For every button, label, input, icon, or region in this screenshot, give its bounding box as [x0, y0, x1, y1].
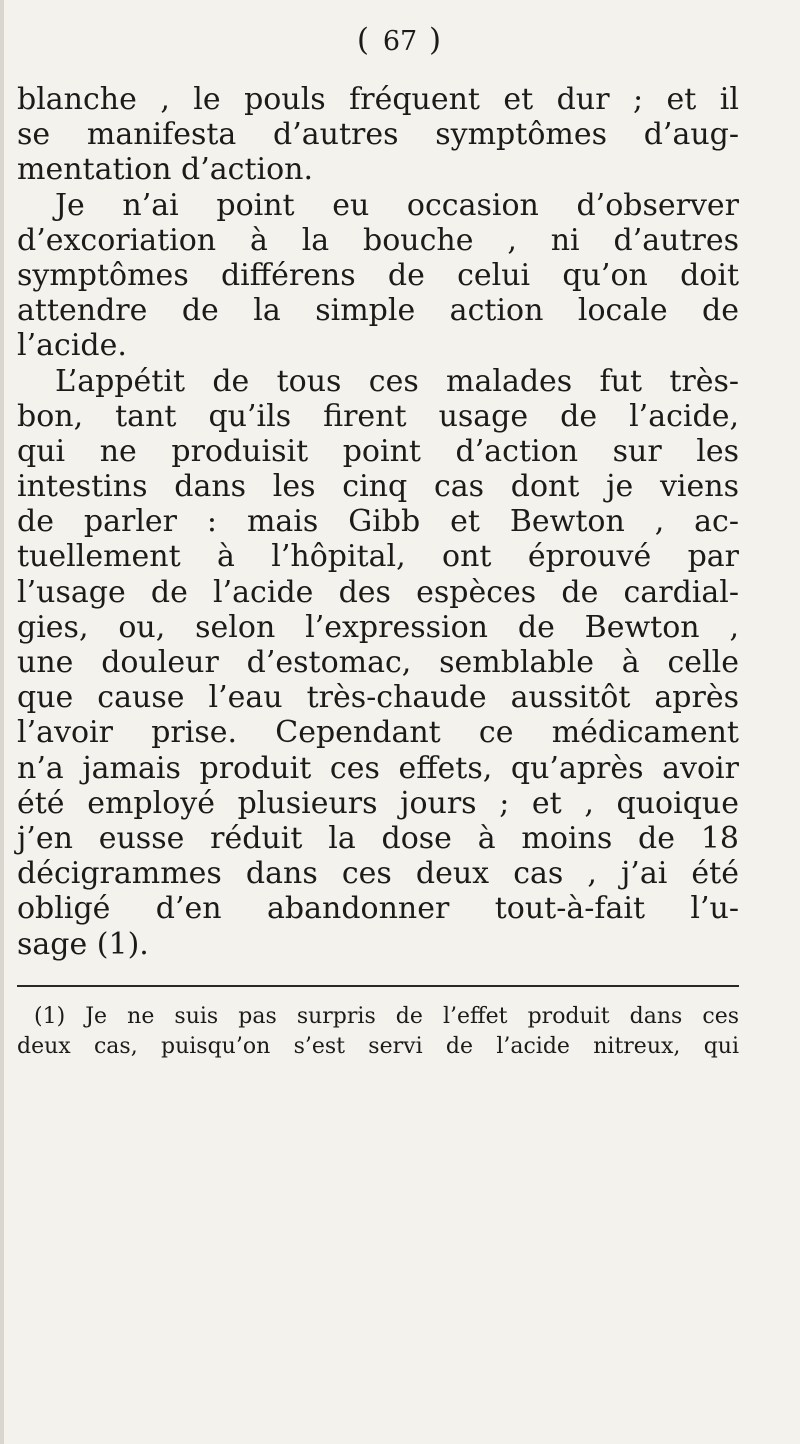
text-line: tuellement à l’hôpital, ont éprouvé par — [17, 539, 739, 575]
text-line: attendre de la simple action locale de — [17, 293, 739, 329]
folio-close-paren: ) — [429, 22, 444, 58]
footnote-line: deux cas, puisqu’on s’est servi de l’acide nitreux, qui — [17, 1034, 739, 1059]
text-line: décigrammes dans ces deux cas , j’ai été — [17, 856, 739, 892]
text-line: intestins dans les cinq cas dont je viens — [17, 469, 739, 505]
text-line: d’excoriation à la bouche , ni d’autres — [17, 222, 739, 258]
text-line: bon, tant qu’ils firent usage de l’acide, — [17, 398, 739, 434]
page-edge — [0, 0, 4, 1444]
text-line: n’a jamais produit ces effets, qu’après avoir — [17, 750, 739, 786]
text-line: qui ne produisit point d’action sur les — [17, 433, 739, 469]
text-line: que cause l’eau très-chaude aussitôt après — [17, 680, 739, 716]
text-line: Je n’ai point eu occasion d’observer — [55, 187, 739, 223]
body-text — [17, 82, 739, 962]
text-line: une douleur d’estomac, semblable à celle — [17, 645, 739, 680]
text-line: se manifesta d’autres symptômes d’aug- — [17, 117, 739, 153]
text-line: gies, ou, selon l’expression de Bewton , — [17, 609, 739, 645]
text-line: de parler : mais Gibb et Bewton , ac- — [17, 504, 739, 540]
text-line: obligé d’en abandonner tout-à-fait l’u- — [17, 891, 739, 927]
text-line: l’acide. — [17, 328, 127, 364]
text-line: L’appétit de tous ces malades fut très- — [55, 363, 739, 399]
footnote — [17, 1002, 739, 1062]
text-line: l’usage de l’acide des espèces de cardial- — [17, 574, 739, 610]
text-line: été employé plusieurs jours ; et , quoique — [17, 785, 739, 821]
footnote-divider — [17, 985, 739, 987]
footnote-line: (1) Je ne suis pas surpris de l’effet produit dans ces — [34, 1004, 739, 1029]
text-line: j’en eusse réduit la dose à moins de 18 — [17, 820, 739, 856]
text-line: l’avoir prise. Cependant ce médicament — [17, 715, 739, 751]
folio-number: 67 — [382, 26, 418, 57]
folio-open-paren: ( — [356, 22, 371, 58]
text-line: blanche , le pouls fréquent et dur ; et il — [17, 82, 739, 117]
page-number — [0, 22, 800, 58]
text-line: sage (1). — [17, 926, 149, 962]
text-line: mentation d’action. — [17, 152, 314, 188]
text-line: symptômes différens de celui qu’on doit — [17, 257, 739, 293]
